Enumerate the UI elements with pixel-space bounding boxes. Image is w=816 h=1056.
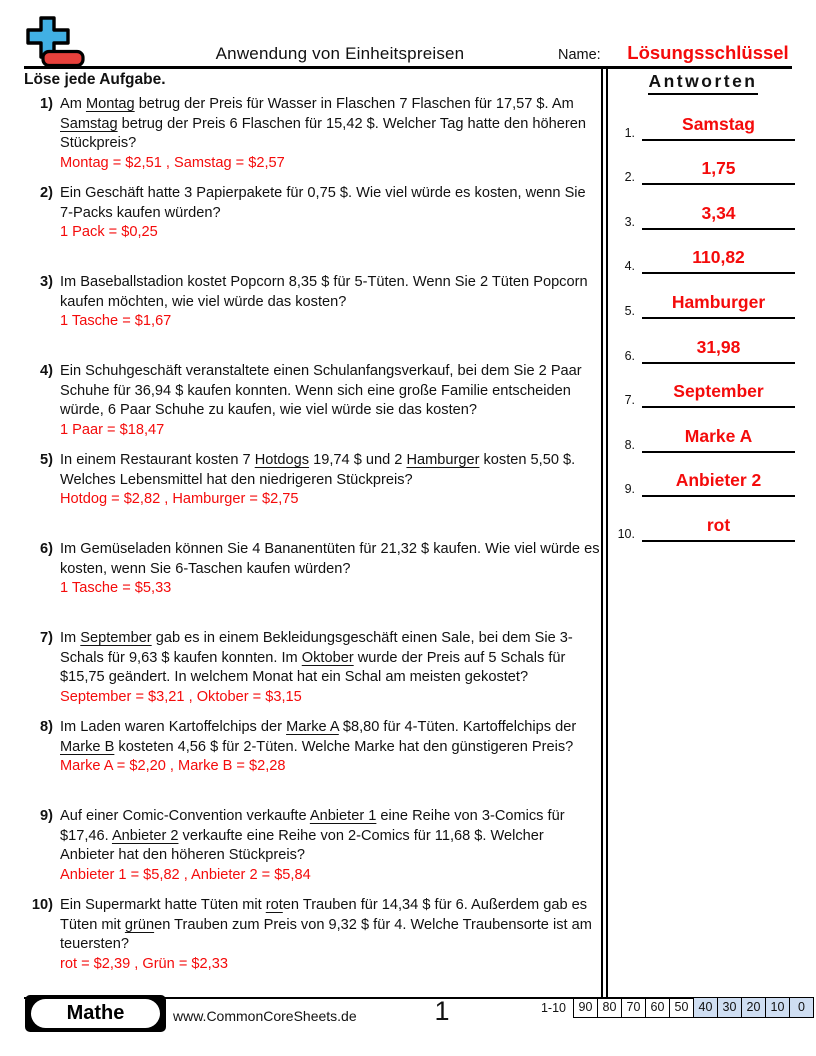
score-cell: 40: [693, 998, 717, 1017]
answer-number: 9.: [624, 482, 635, 497]
score-cell: 70: [621, 998, 645, 1017]
answer-blank-line: [642, 247, 795, 274]
problem-item-5: [24, 451, 600, 540]
problem-item-6: [24, 540, 600, 629]
answer-row-9: [611, 453, 795, 498]
problem-item-3: [24, 273, 600, 362]
text-segment: 19,74 $ und 2: [309, 452, 407, 468]
score-area: [541, 997, 814, 1018]
page-number: 1: [434, 996, 450, 1026]
text-segment: en Trauben für 14,34 $ für 6. Außerdem gab es Tüten mit: [60, 897, 588, 933]
problem-text: [60, 896, 600, 955]
text-segment: gab es in einem Bekleidungsgeschäft einen Sale, bei dem Sie 3-Schals für 9,63 $ kaufen konnten. Im: [60, 630, 573, 666]
answer-blank-line: [642, 515, 795, 542]
problem-answer: Anbieter 1 = $5,82 , Anbieter 2 = $5,84: [60, 866, 311, 883]
text-segment: Im Laden waren Kartoffelchips der: [60, 719, 287, 735]
problem-answer: Montag = $2,51 , Samstag = $2,57: [60, 154, 285, 171]
answer-value: 1,75: [701, 158, 736, 179]
text-segment: eine Reihe von 3-Comics für $17,46.: [60, 808, 565, 844]
problems-column: [24, 71, 600, 985]
problem-answer: 1 Tasche = $5,33: [60, 580, 172, 597]
problem-text: [60, 540, 600, 579]
underlined-term: Montag: [85, 96, 135, 112]
problem-item-4: [24, 362, 600, 451]
answer-value: September: [673, 381, 764, 402]
answer-value: Samstag: [682, 113, 755, 134]
answer-row-5: [611, 274, 795, 319]
answer-row-2: [611, 141, 795, 186]
text-segment: betrug der Preis für Wasser in Flaschen 7 Flaschen für 17,57 $. Am: [134, 96, 574, 112]
answer-number: 4.: [624, 259, 635, 274]
score-cell: 60: [645, 998, 669, 1017]
text-segment: wurde der Preis auf 5 Schals für $15,75 geändert. In welchem Monat hat ein Schal am meisten gekostet?: [60, 649, 566, 686]
answer-value: Anbieter 2: [675, 470, 762, 491]
answer-value: rot: [706, 514, 731, 535]
score-cell: 10: [765, 998, 789, 1017]
answer-number: 5.: [624, 303, 635, 318]
answer-value: 3,34: [701, 202, 736, 223]
problem-number: 1): [40, 96, 53, 112]
answer-key-label: Lösungsschlüssel: [627, 42, 789, 63]
underlined-term: rot: [265, 897, 283, 913]
answer-number: 2.: [624, 170, 635, 185]
page-title: Anwendung von Einheitspreisen: [215, 44, 465, 63]
score-cell: 90: [578, 1000, 593, 1014]
problem-number: 10): [31, 897, 53, 913]
text-segment: Im Gemüseladen können Sie 4 Bananentüten für 21,32 $ kaufen. Wie viel würde es kosten, wenn Sie 6-Taschen kaufen würden?: [60, 541, 600, 577]
answer-blank-line: [642, 337, 795, 364]
score-cell: 30: [717, 998, 741, 1017]
answer-row-3: [611, 185, 795, 230]
underlined-term: Oktober: [301, 649, 354, 666]
problem-text: [60, 451, 600, 490]
underlined-term: Anbieter 2: [111, 827, 179, 844]
problem-answer: Marke A = $2,20 , Marke B = $2,28: [60, 758, 286, 775]
problem-item-1: [24, 95, 600, 184]
problem-body: [60, 273, 600, 362]
answers-list: [611, 96, 795, 542]
answers-title-wrap: [611, 71, 795, 95]
text-segment: Am: [60, 96, 86, 112]
problem-item-2: [24, 184, 600, 273]
subject-label: Mathe: [31, 999, 160, 1028]
answer-number: 7.: [624, 393, 635, 408]
text-segment: betrug der Preis 6 Flaschen für 15,42 $. Welcher Tag hatte den höheren Stückpreis?: [60, 115, 586, 152]
problem-number: 2): [40, 185, 53, 201]
problem-body: [60, 807, 600, 896]
text-segment: en Trauben zum Preis von 9,32 $ für 4. Welche Traubensorte ist am teuersten?: [60, 916, 592, 953]
problem-number: 6): [40, 541, 53, 557]
problem-text: [60, 629, 600, 688]
answer-value: Marke A: [684, 425, 753, 446]
underlined-term: Marke A: [286, 719, 339, 735]
problem-text: [60, 273, 600, 312]
answer-row-1: [611, 96, 795, 141]
problem-answer: Hotdog = $2,82 , Hamburger = $2,75: [60, 491, 299, 508]
problem-text: [60, 807, 600, 866]
underlined-term: Marke B: [60, 738, 115, 755]
problem-text: [60, 184, 600, 223]
underlined-term: Samstag: [60, 115, 118, 132]
score-cell: 20: [741, 998, 765, 1017]
answer-blank-line: [642, 114, 795, 141]
text-segment: $8,80 für 4-Tüten. Kartoffelchips der: [338, 719, 577, 735]
answer-blank-line: [642, 292, 795, 319]
score-range-label: 1-10: [540, 1000, 566, 1015]
answer-value: Hamburger: [671, 291, 766, 312]
plus-minus-logo-icon: [26, 15, 88, 69]
column-separator: [601, 66, 608, 998]
problem-answer: September = $3,21 , Oktober = $3,15: [60, 688, 302, 705]
text-segment: In einem Restaurant kosten 7: [60, 452, 255, 468]
underlined-term: Anbieter 1: [309, 808, 377, 824]
website-url: www.CommonCoreSheets.de: [173, 1008, 357, 1024]
problem-body: [60, 540, 600, 629]
answers-title: Antworten: [648, 71, 757, 95]
answer-blank-line: [642, 426, 795, 453]
answer-number: 8.: [624, 437, 635, 452]
problem-text: [60, 95, 600, 154]
answer-blank-line: [642, 203, 795, 230]
problem-answer: 1 Tasche = $1,67: [60, 313, 172, 330]
instruction-text: Löse jede Aufgabe.: [24, 71, 166, 88]
text-segment: Im Baseballstadion kostet Popcorn 8,35 $ für 5-Tüten. Wenn Sie 2 Tüten Popcorn kaufen möchten, wie viel würde das kosten?: [60, 274, 588, 310]
header-divider: [24, 66, 792, 69]
problems-list: [24, 95, 600, 985]
answer-row-8: [611, 408, 795, 453]
problem-body: [60, 629, 600, 718]
answer-row-4: [611, 230, 795, 275]
problem-answer: 1 Paar = $18,47: [60, 421, 165, 438]
score-cell: 0: [789, 998, 813, 1017]
problem-number: 5): [40, 452, 53, 468]
problem-body: [60, 95, 600, 184]
answer-number: 6.: [624, 348, 635, 363]
answer-blank-line: [642, 381, 795, 408]
problem-body: [60, 451, 600, 540]
score-table: [573, 997, 814, 1018]
problem-number: 4): [40, 363, 53, 379]
problem-item-9: [24, 807, 600, 896]
score-cell: 50: [669, 998, 693, 1017]
answer-row-10: [611, 497, 795, 542]
text-segment: kosteten 4,56 $ für 2-Tüten. Welche Marke hat den günstigeren Preis?: [114, 738, 574, 755]
answers-column: [611, 71, 795, 542]
answer-number: 3.: [624, 214, 635, 229]
problem-number: 9): [40, 808, 53, 824]
text-segment: Ein Schuhgeschäft veranstaltete einen Schulanfangsverkauf, bei dem Sie 2 Paar Schuhe für 36,94 $ kaufen konnten. Wenn sich eine große Familie entscheiden würde, 6 Paar Schuhe zu kaufen, wie viel würde sie das kosten?: [60, 363, 582, 419]
answer-value: 31,98: [696, 336, 741, 357]
underlined-term: grün: [124, 916, 155, 933]
problem-number: 7): [40, 630, 53, 646]
problem-answer: 1 Pack = $0,25: [60, 224, 158, 241]
text-segment: Auf einer Comic-Convention verkaufte: [60, 808, 310, 824]
problem-number: 8): [40, 719, 53, 735]
answer-number: 10.: [617, 526, 635, 541]
answer-blank-line: [642, 470, 795, 497]
underlined-term: Hamburger: [406, 452, 480, 468]
problem-answer: rot = $2,39 , Grün = $2,33: [60, 955, 228, 972]
answer-number: 1.: [624, 125, 635, 140]
answer-row-6: [611, 319, 795, 364]
problem-item-8: [24, 718, 600, 807]
text-segment: Ein Supermarkt hatte Tüten mit: [60, 897, 266, 913]
problem-body: [60, 184, 600, 273]
text-segment: Im: [60, 630, 81, 646]
problem-text: [60, 718, 600, 757]
text-segment: kosten 5,50 $. Welches Lebensmittel hat den niedrigeren Stückpreis?: [60, 452, 576, 488]
problem-body: [60, 718, 600, 807]
underlined-term: Hotdogs: [254, 452, 310, 468]
score-cell: 80: [597, 998, 621, 1017]
problem-body: [60, 896, 600, 985]
problem-item-10: [24, 896, 600, 985]
problem-text: [60, 362, 600, 421]
text-segment: verkaufte eine Reihe von 2-Comics für 11,68 $. Welcher Anbieter hat den höheren Stückpreis?: [60, 827, 544, 864]
problem-number: 3): [40, 274, 53, 290]
answer-blank-line: [642, 158, 795, 185]
text-segment: Ein Geschäft hatte 3 Papierpakete für 0,75 $. Wie viel würde es kosten, wenn Sie 7-Packs kaufen würden?: [60, 185, 586, 221]
underlined-term: September: [80, 630, 152, 646]
subject-box: [25, 995, 166, 1032]
problem-item-7: [24, 629, 600, 718]
problem-body: [60, 362, 600, 451]
answer-value: 110,82: [692, 247, 745, 268]
name-label: Name:: [558, 47, 601, 63]
answer-row-7: [611, 364, 795, 409]
